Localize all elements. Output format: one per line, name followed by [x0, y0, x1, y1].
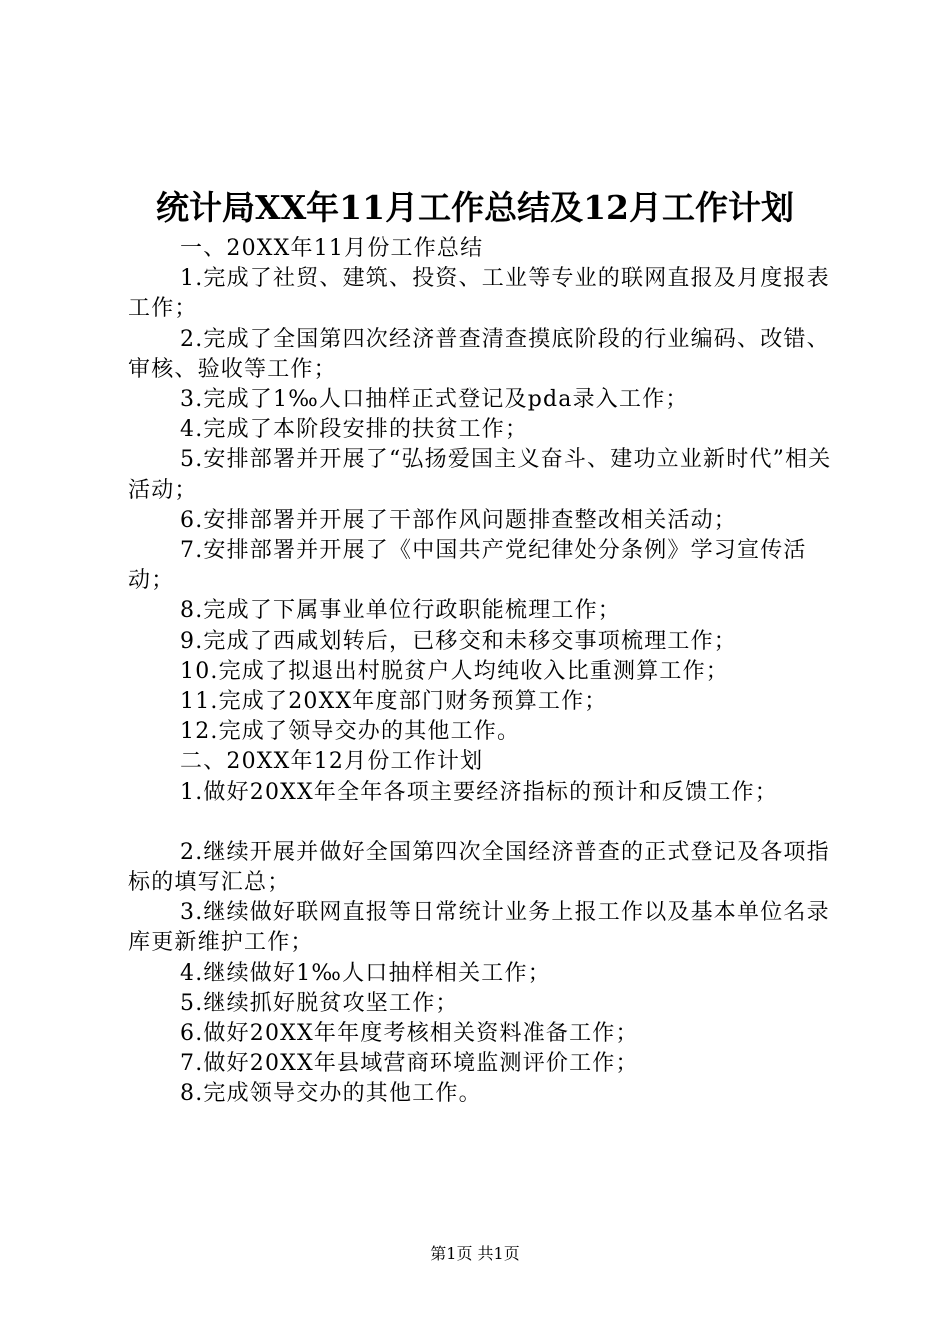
summary-item: 7.安排部署并开展了《中国共产党纪律处分条例》学习宣传活动； [128, 538, 807, 594]
plan-item: 6.做好20XX年年度考核相关资料准备工作； [180, 1021, 639, 1047]
summary-item: 9.完成了西咸划转后，已移交和未移交事项梳理工作； [180, 628, 737, 654]
document-title: 统计局XX年11月工作总结及12月工作计划 [155, 188, 795, 227]
summary-item: 11.完成了20XX年度部门财务预算工作； [180, 689, 608, 715]
summary-item: 8.完成了下属事业单位行政职能梳理工作； [180, 598, 621, 624]
plan-item: 7.做好20XX年县域营商环境监测评价工作； [180, 1051, 639, 1077]
summary-item: 12.完成了领导交办的其他工作。 [180, 719, 521, 745]
summary-item: 3.完成了1‰人口抽样正式登记及pda录入工作； [180, 387, 689, 413]
page-footer: 第1页 共1页 [430, 1244, 520, 1263]
section-heading-summary: 一、20XX年11月份工作总结 [180, 236, 484, 261]
plan-item: 1.做好20XX年全年各项主要经济指标的预计和反馈工作； [180, 779, 778, 805]
document-body [128, 234, 833, 1110]
summary-item: 5.安排部署并开展了“弘扬爱国主义奋斗、建功立业新时代”相关活动； [128, 447, 832, 503]
summary-item: 4.完成了本阶段安排的扶贫工作； [180, 417, 529, 443]
plan-item: 5.继续抓好脱贫攻坚工作； [180, 990, 459, 1016]
section-heading-plan: 二、20XX年12月份工作计划 [180, 749, 484, 775]
summary-item: 6.安排部署并开展了干部作风问题排查整改相关活动； [180, 507, 737, 533]
plan-item: 4.继续做好1‰人口抽样相关工作； [180, 960, 551, 986]
summary-item: 2.完成了全国第四次经济普查清查摸底阶段的行业编码、改错、审核、验收等工作； [128, 326, 830, 382]
summary-item: 10.完成了拟退出村脱贫户人均纯收入比重测算工作； [180, 658, 729, 684]
plan-item: 8.完成领导交办的其他工作。 [180, 1081, 482, 1107]
plan-item: 2.继续开展并做好全国第四次全国经济普查的正式登记及各项指标的填写汇总； [128, 839, 830, 896]
plan-item: 3.继续做好联网直报等日常统计业务上报工作以及基本单位名录库更新维护工作； [128, 900, 830, 956]
summary-item: 1.完成了社贸、建筑、投资、工业等专业的联网直报及月度报表工作； [128, 266, 830, 322]
